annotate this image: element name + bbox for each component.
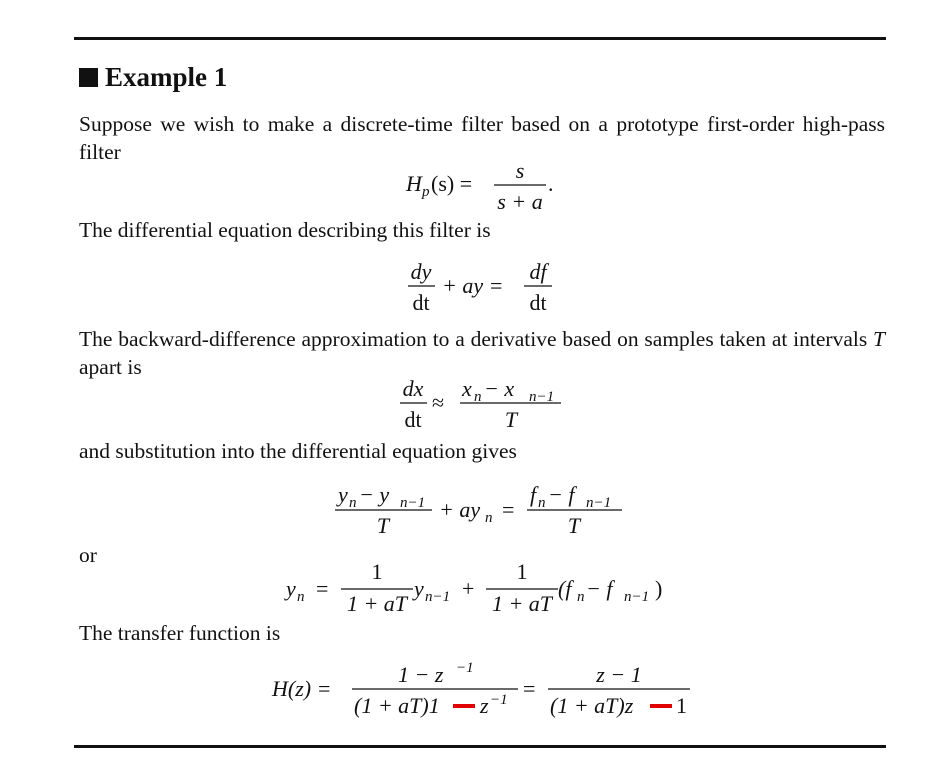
eq5-term2-minus: − f bbox=[586, 576, 613, 601]
equation-differential bbox=[0, 258, 931, 318]
eq1-lhs-arg: (s) = bbox=[431, 171, 473, 196]
paragraph-intro: Suppose we wish to make a discrete-time filter based on a prototype first-order high-pass filter bbox=[79, 112, 885, 164]
section-heading bbox=[79, 62, 227, 93]
eq6-num1-sup: −1 bbox=[456, 660, 474, 676]
eq5-den2: 1 + aT bbox=[491, 591, 553, 616]
eq3-num2-sub2: n−1 bbox=[529, 389, 555, 405]
eq3-den1: dt bbox=[404, 407, 422, 432]
eq4-num2-a: f bbox=[530, 482, 537, 507]
paragraph-backward-difference bbox=[79, 325, 885, 381]
eq5-term2-sub-b: n−1 bbox=[624, 589, 650, 605]
eq5-lhs-sub: n bbox=[297, 589, 305, 605]
heading-text: Example 1 bbox=[105, 62, 228, 92]
eq3-num2-a: x bbox=[462, 376, 472, 401]
equation-transfer-function bbox=[0, 658, 931, 718]
eq6-lhs: H(z) = bbox=[272, 676, 332, 701]
eq4-den2: T bbox=[567, 513, 581, 538]
equation-approximation bbox=[0, 376, 931, 436]
p3-text-before: The backward-difference approximation to a derivative based on samples taken at intervals bbox=[79, 327, 874, 351]
eq5-den1: 1 + aT bbox=[346, 591, 408, 616]
eq5-lhs: y bbox=[286, 576, 296, 601]
eq2-den1: dt bbox=[412, 290, 430, 315]
eq1-lhs: H bbox=[406, 171, 422, 196]
eq3-num1: dx bbox=[402, 376, 424, 401]
eq5-term2-open: (f bbox=[558, 576, 572, 601]
eq5-num2: 1 bbox=[516, 559, 528, 584]
paragraph-substitution: and substitution into the differential equation gives bbox=[79, 439, 517, 463]
eq5-plus: + bbox=[462, 576, 475, 601]
eq4-num1-sub-a: n bbox=[349, 495, 357, 511]
eq5-term2-close: ) bbox=[655, 576, 663, 601]
eq6-num1: 1 − z bbox=[398, 662, 444, 687]
equation-prototype-filter bbox=[0, 158, 931, 218]
eq6-den2-b: 1 bbox=[676, 693, 687, 718]
equation-substituted bbox=[0, 480, 931, 540]
eq3-den2: T bbox=[504, 407, 518, 432]
eq6-den1-a: (1 + aT)1 bbox=[354, 693, 440, 718]
eq4-num1-minus: − y bbox=[359, 482, 390, 507]
eq5-equals: = bbox=[316, 576, 329, 601]
eq4-num2-sub-a: n bbox=[538, 495, 546, 511]
eq3-num2-minus: − x bbox=[484, 376, 515, 401]
eq6-den2-a: (1 + aT)z bbox=[550, 693, 634, 718]
eq4-num1-sub-b: n−1 bbox=[400, 495, 426, 511]
eq4-middle: + ay bbox=[439, 497, 481, 522]
eq4-num1-a: y bbox=[338, 482, 348, 507]
eq4-den1: T bbox=[376, 513, 390, 538]
eq6-red-minus-1 bbox=[453, 704, 475, 708]
eq5-term2-sub-a: n bbox=[577, 589, 585, 605]
eq3-approx: ≈ bbox=[432, 390, 445, 415]
eq1-tail: . bbox=[548, 171, 554, 196]
top-rule bbox=[74, 37, 886, 40]
eq1-denominator: s + a bbox=[497, 189, 543, 214]
eq3-num2-sub1: n bbox=[474, 389, 482, 405]
eq5-term1: y bbox=[414, 576, 424, 601]
eq6-den1-sup: −1 bbox=[490, 692, 508, 708]
equation-recurrence bbox=[0, 558, 931, 618]
paragraph-or: or bbox=[79, 543, 97, 567]
eq6-red-minus-2 bbox=[650, 704, 672, 708]
eq2-num1: dy bbox=[410, 259, 432, 284]
p3-variable: T bbox=[873, 327, 885, 351]
eq2-middle: + ay = bbox=[442, 273, 504, 298]
eq5-term1-sub: n−1 bbox=[425, 589, 451, 605]
bottom-rule bbox=[74, 745, 886, 748]
eq6-equals: = bbox=[523, 676, 536, 701]
p3-text-after: apart is bbox=[79, 355, 142, 379]
eq1-lhs-sub: p bbox=[422, 184, 430, 200]
paragraph-transfer: The transfer function is bbox=[79, 621, 281, 645]
black-square-icon bbox=[79, 68, 98, 87]
eq4-num2-sub-b: n−1 bbox=[586, 495, 612, 511]
eq5-num1: 1 bbox=[371, 559, 383, 584]
eq2-den2: dt bbox=[529, 290, 547, 315]
eq6-den1-b: z bbox=[480, 693, 489, 718]
eq2-num2: df bbox=[529, 259, 547, 284]
paragraph-differential: The differential equation describing this filter is bbox=[79, 218, 491, 242]
eq6-num2: z − 1 bbox=[596, 662, 642, 687]
eq4-middle-sub: n bbox=[485, 510, 493, 526]
eq4-num2-minus: − f bbox=[548, 482, 575, 507]
eq4-equals: = bbox=[502, 497, 515, 522]
eq1-numerator: s bbox=[515, 158, 525, 183]
